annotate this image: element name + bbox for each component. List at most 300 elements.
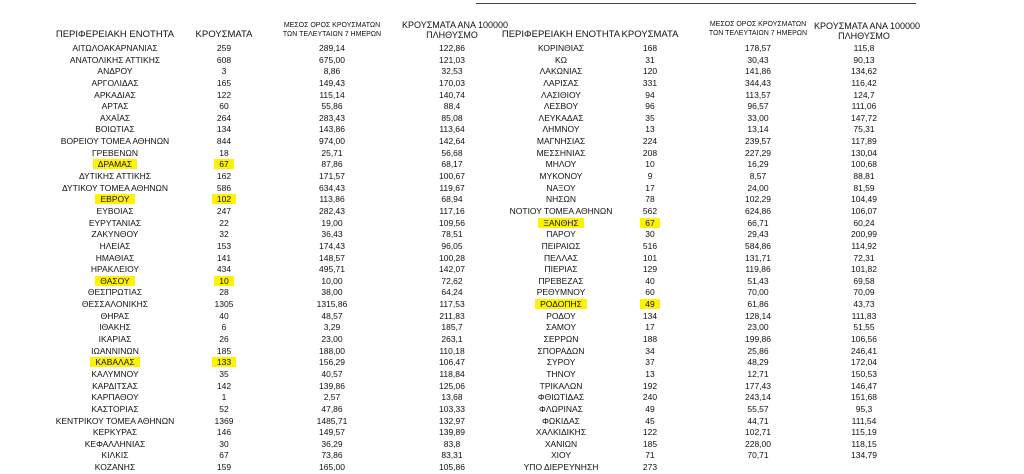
left-per100k-header-line2: ΠΛΗΘΥΣΜΟ <box>426 30 478 40</box>
right-region-name-cell-text: ΠΑΡΟΥ <box>546 229 576 240</box>
right-avg-7day-cell <box>700 229 816 241</box>
left-cases-cell-text: 165 <box>216 77 232 88</box>
right-cases-cell-text: 45 <box>645 415 655 426</box>
right-avg-7day-cell <box>700 299 816 311</box>
left-avg-7day-cell <box>270 276 394 288</box>
left-avg-7day-cell <box>270 369 394 381</box>
left-per100k-cell-text: 263,1 <box>441 334 463 345</box>
right-cases-cell-text: 188 <box>642 334 658 345</box>
left-cases-cell-text: 608 <box>216 54 232 65</box>
left-region-name-cell-text: ΔΡΑΜΑΣ <box>93 159 137 169</box>
left-avg-7day-cell <box>270 113 394 125</box>
right-per100k-cell-text: 106,56 <box>851 334 877 345</box>
right-avg-7day-cell <box>700 66 816 78</box>
right-region-name-cell-text: ΝΟΤΙΟΥ ΤΟΜΕΑ ΑΘΗΝΩΝ <box>509 205 613 216</box>
left-region-name-cell <box>40 462 190 474</box>
right-per100k-cell <box>814 357 914 369</box>
left-avg-7day-cell-text: 143,86 <box>319 124 345 135</box>
right-per100k-cell-text: 43,73 <box>853 299 875 310</box>
right-per100k-cell-text: 115,8 <box>853 43 875 53</box>
left-avg-7day-cell <box>270 439 394 451</box>
left-region-name-cell-text: ΒΟΙΩΤΙΑΣ <box>95 124 135 135</box>
right-per100k-cell-text: 117,89 <box>851 136 877 147</box>
left-cases-cell-text: 40 <box>219 310 229 321</box>
left-region-name-cell-text: ΕΥΡΥΤΑΝΙΑΣ <box>88 217 142 228</box>
right-avg-7day-cell <box>700 427 816 439</box>
right-cases-cell-text: 49 <box>645 403 655 414</box>
left-avg-header-line2: ΤΩΝ ΤΕΛΕΥΤΑΙΩΝ 7 ΗΜΕΡΩΝ <box>282 30 382 38</box>
left-per100k-cell-text: 100,67 <box>439 171 465 182</box>
right-cases-cell-text: 224 <box>642 136 658 147</box>
top-rule <box>476 3 916 4</box>
left-region-name-cell <box>40 381 190 393</box>
left-avg-7day-cell <box>270 124 394 136</box>
left-cases-cell-text: 159 <box>216 462 232 473</box>
left-per100k-cell-text: 142,64 <box>439 136 465 147</box>
right-avg-header-line2: ΤΩΝ ΤΕΛΕΥΤΑΙΩΝ 7 ΗΜΕΡΩΝ <box>708 29 808 37</box>
right-avg-7day-cell-text: 24,00 <box>747 182 769 193</box>
right-per100k-cell-text: 75,31 <box>853 124 875 135</box>
right-per100k-cell <box>814 194 914 206</box>
left-region-name-cell-text: ΙΩΑΝΝΙΝΩΝ <box>91 345 139 356</box>
left-cases-cell-text: 60 <box>219 101 229 112</box>
left-region-name-cell-text: ΚΕΦΑΛΛΗΝΙΑΣ <box>84 438 146 449</box>
right-cases-cell <box>610 264 690 276</box>
left-per100k-cell-text: 78,51 <box>441 229 463 240</box>
right-avg-7day-cell <box>700 101 816 113</box>
left-region-name-cell <box>40 206 190 218</box>
right-avg-7day-cell-text: 199,86 <box>745 334 771 345</box>
left-avg-7day-cell-text: 47,86 <box>321 403 343 414</box>
right-per100k-cell-text: 72,31 <box>853 252 875 263</box>
right-region-name-cell-text: ΞΑΝΘΗΣ <box>538 218 583 228</box>
left-avg-7day-cell <box>270 171 394 183</box>
left-cases-cell-text: 185 <box>216 345 232 356</box>
right-per100k-cell-text: 81,59 <box>853 182 875 193</box>
right-avg-7day-cell <box>700 55 816 67</box>
right-region-name-cell-text: ΤΗΝΟΥ <box>546 368 576 379</box>
left-cases-cell <box>190 392 258 404</box>
right-region-name-cell-text: ΣΑΜΟΥ <box>545 322 576 333</box>
right-avg-7day-cell-text: 119,86 <box>745 264 771 275</box>
left-cases-cell-text: 67 <box>219 450 229 461</box>
left-cases-cell <box>190 206 258 218</box>
right-cases-cell <box>610 55 690 67</box>
right-per100k-cell-text: 114,92 <box>851 240 877 251</box>
right-per100k-cell-text: 95,3 <box>855 403 873 414</box>
left-avg-7day-cell-text: 8,86 <box>323 66 341 77</box>
left-cases-cell <box>190 55 258 67</box>
right-region-name-cell-text: ΜΥΚΟΝΟΥ <box>539 171 583 182</box>
left-cases-cell <box>190 101 258 113</box>
left-cases-cell-text: 52 <box>219 403 229 414</box>
right-avg-7day-cell-text: 344,43 <box>745 77 771 88</box>
left-per100k-cell-text: 132,97 <box>439 415 465 426</box>
right-avg-7day-cell-text: 102,71 <box>745 427 771 438</box>
right-per100k-cell <box>814 381 914 393</box>
right-cases-cell <box>610 148 690 160</box>
left-cases-cell-text: 26 <box>219 334 229 345</box>
left-cases-cell <box>190 159 258 171</box>
left-per100k-cell-text: 32,53 <box>441 66 463 77</box>
left-per100k-cell-text: 110,18 <box>439 345 465 356</box>
left-per100k-cell-text: 83,8 <box>443 438 461 449</box>
right-region-name-cell-text: ΡΟΔΟΥ <box>546 310 576 321</box>
left-region-name-cell <box>40 241 190 253</box>
right-cases-cell <box>610 357 690 369</box>
right-cases-cell-text: 192 <box>642 380 658 391</box>
right-avg-7day-cell <box>700 159 816 171</box>
left-region-name-cell <box>40 43 190 55</box>
left-avg-header <box>270 22 394 39</box>
right-per100k-cell <box>814 229 914 241</box>
left-avg-7day-cell <box>270 136 394 148</box>
left-avg-7day-cell-text: 188,00 <box>319 345 345 356</box>
right-cases-cell-text: 273 <box>642 462 658 473</box>
left-region-name-cell <box>40 450 190 462</box>
right-cases-cell-text: 516 <box>642 240 658 251</box>
left-region-name-cell <box>40 299 190 311</box>
right-cases-cell-text: 67 <box>640 218 659 228</box>
left-cases-cell-text: 844 <box>216 136 232 147</box>
left-cases-cell <box>190 171 258 183</box>
left-cases-cell <box>190 427 258 439</box>
left-region-name-cell-text: ΚΕΡΚΥΡΑΣ <box>92 427 138 438</box>
left-region-name-cell <box>40 439 190 451</box>
right-cases-cell <box>610 253 690 265</box>
right-per100k-cell <box>814 113 914 125</box>
left-cases-cell-text: 1305 <box>214 299 234 310</box>
right-avg-7day-cell-text: 243,14 <box>745 392 771 403</box>
left-per100k-cell-text: 68,94 <box>441 194 463 205</box>
right-cases-cell-text: 17 <box>645 182 655 193</box>
left-avg-7day-cell <box>270 183 394 195</box>
left-per100k-cell-text: 117,53 <box>439 299 465 310</box>
left-avg-7day-cell <box>270 55 394 67</box>
left-cases-cell-text: 3 <box>221 66 227 77</box>
left-cases-cell <box>190 113 258 125</box>
left-avg-7day-cell-text: 25,71 <box>321 147 343 158</box>
right-avg-7day-cell-text: 44,71 <box>747 415 769 426</box>
left-cases-cell <box>190 357 258 369</box>
right-region-name-cell-text: ΣΥΡΟΥ <box>546 357 576 368</box>
left-cases-cell-text: 141 <box>216 252 232 263</box>
left-avg-7day-cell <box>270 299 394 311</box>
right-cases-cell <box>610 101 690 113</box>
right-per100k-column <box>814 43 914 474</box>
left-region-name-cell-text: ΚΕΝΤΡΙΚΟΥ ΤΟΜΕΑ ΑΘΗΝΩΝ <box>55 415 175 426</box>
right-per100k-cell-text: 151,68 <box>851 392 877 403</box>
left-region-name-cell <box>40 194 190 206</box>
right-cases-cell <box>610 381 690 393</box>
right-region-name-cell-text: ΦΘΙΩΤΙΔΑΣ <box>537 392 585 403</box>
left-avg-7day-cell-text: 2,57 <box>323 392 341 403</box>
right-per100k-cell-text: 70,09 <box>853 287 875 298</box>
left-avg-7day-cell-text: 38,00 <box>321 287 343 298</box>
right-per100k-cell-text: 246,41 <box>851 345 877 356</box>
left-region-name-cell-text: ΚΑΡΔΙΤΣΑΣ <box>92 380 138 391</box>
right-cases-header: ΚΡΟΥΣΜΑΤΑ <box>621 29 679 40</box>
right-avg-7day-cell <box>700 404 816 416</box>
right-cases-cell-text: 10 <box>645 159 655 170</box>
right-avg-7day-cell-text: 61,86 <box>747 299 769 310</box>
left-cases-cell <box>190 229 258 241</box>
right-avg-7day-cell <box>700 392 816 404</box>
right-per100k-cell <box>814 159 914 171</box>
left-avg-7day-cell <box>270 357 394 369</box>
left-cases-cell-text: 67 <box>214 159 233 169</box>
right-avg-7day-cell-text: 624,86 <box>745 205 771 216</box>
left-cases-cell <box>190 287 258 299</box>
left-cases-cell-text: 102 <box>212 194 236 204</box>
left-region-name-cell-text: ΑΝΑΤΟΛΙΚΗΣ ΑΤΤΙΚΗΣ <box>69 54 161 65</box>
left-avg-7day-cell <box>270 101 394 113</box>
right-region-name-cell-text: ΜΕΣΣΗΝΙΑΣ <box>536 147 586 158</box>
right-avg-7day-cell-text: 227,29 <box>745 147 771 158</box>
right-region-name-cell-text: ΛΗΜΝΟΥ <box>542 124 580 135</box>
left-avg-7day-cell <box>270 148 394 160</box>
right-avg-7day-cell <box>700 311 816 323</box>
right-cases-cell-text: 34 <box>645 345 655 356</box>
left-avg-column <box>270 43 394 474</box>
right-avg-7day-cell-text: 177,43 <box>745 380 771 391</box>
left-avg-7day-cell-text: 283,43 <box>319 112 345 123</box>
left-cases-cell-text: 10 <box>214 276 233 286</box>
left-avg-7day-cell <box>270 392 394 404</box>
left-cases-cell <box>190 194 258 206</box>
right-avg-column <box>700 43 816 474</box>
left-avg-7day-cell <box>270 450 394 462</box>
left-avg-7day-cell <box>270 462 394 474</box>
right-avg-7day-cell <box>700 148 816 160</box>
left-cases-cell <box>190 78 258 90</box>
left-cases-cell <box>190 462 258 474</box>
left-avg-7day-cell-text: 115,14 <box>319 89 345 100</box>
right-avg-7day-cell <box>700 334 816 346</box>
right-per100k-cell <box>814 299 914 311</box>
right-region-name-cell-text: ΠΕΛΛΑΣ <box>543 252 579 263</box>
right-avg-7day-cell-text: 25,86 <box>747 345 769 356</box>
right-per100k-cell-text: 147,72 <box>851 112 877 123</box>
left-avg-header-line1: ΜΕΣΟΣ ΟΡΟΣ ΚΡΟΥΣΜΑΤΩΝ <box>283 22 381 29</box>
left-avg-7day-cell <box>270 322 394 334</box>
right-avg-7day-cell <box>700 439 816 451</box>
right-avg-7day-cell-text: 70,71 <box>747 450 769 461</box>
left-region-name-cell <box>40 264 190 276</box>
right-avg-7day-cell <box>700 416 816 428</box>
right-per100k-cell <box>814 276 914 288</box>
right-avg-7day-cell <box>700 78 816 90</box>
left-region-name-cell <box>40 334 190 346</box>
left-region-name-cell-text: ΖΑΚΥΝΘΟΥ <box>91 229 139 240</box>
left-avg-7day-cell-text: 36,43 <box>321 229 343 240</box>
left-per100k-cell-text: 106,47 <box>439 357 465 368</box>
right-cases-cell <box>610 462 690 474</box>
right-per100k-cell-text: 118,15 <box>851 438 877 449</box>
right-cases-cell <box>610 218 690 230</box>
right-avg-7day-cell <box>700 206 816 218</box>
right-avg-7day-cell-text: 55,57 <box>747 403 769 414</box>
left-avg-7day-cell <box>270 253 394 265</box>
right-per100k-cell <box>814 183 914 195</box>
right-per100k-cell <box>814 427 914 439</box>
right-avg-7day-cell <box>700 43 816 55</box>
left-cases-cell-text: 32 <box>219 229 229 240</box>
right-per100k-cell-text: 90,13 <box>853 54 875 65</box>
right-cases-cell <box>610 450 690 462</box>
right-cases-cell-text: 562 <box>642 205 658 216</box>
left-per100k-cell-text: 170,03 <box>439 77 465 88</box>
right-per100k-cell <box>814 55 914 67</box>
right-per100k-cell-text: 111,83 <box>851 310 877 321</box>
right-cases-cell <box>610 334 690 346</box>
right-avg-7day-cell-text: 66,71 <box>747 217 769 228</box>
left-cases-cell-text: 6 <box>221 322 227 333</box>
left-avg-7day-cell <box>270 416 394 428</box>
left-per100k-cell-text: 139,89 <box>439 427 465 438</box>
right-cases-cell <box>610 171 690 183</box>
right-region-name-cell-text: ΜΑΓΝΗΣΙΑΣ <box>536 136 586 147</box>
left-per100k-cell-text: 122,86 <box>439 43 465 53</box>
left-avg-7day-cell-text: 289,14 <box>319 43 345 53</box>
left-cases-cell <box>190 43 258 55</box>
right-per100k-cell-text: 146,47 <box>851 380 877 391</box>
right-cases-cell-text: 122 <box>642 427 658 438</box>
right-avg-7day-cell <box>700 113 816 125</box>
left-region-name-cell-text: ΚΙΛΚΙΣ <box>101 450 129 461</box>
right-avg-7day-cell-text: 141,86 <box>745 66 771 77</box>
right-region-name-cell-text: ΧΑΛΚΙΔΙΚΗΣ <box>535 427 587 438</box>
left-per100k-cell-text: 100,28 <box>439 252 465 263</box>
left-cases-cell <box>190 183 258 195</box>
left-avg-7day-cell-text: 974,00 <box>319 136 345 147</box>
right-region-name-cell-text: ΚΩ <box>554 54 568 65</box>
right-cases-cell <box>610 78 690 90</box>
right-avg-7day-cell <box>700 357 816 369</box>
left-avg-7day-cell-text: 3,29 <box>323 322 341 333</box>
right-per100k-cell-text: 111,54 <box>851 415 877 426</box>
right-per100k-cell-text: 51,55 <box>853 322 875 333</box>
right-avg-7day-cell-text: 51,43 <box>747 275 769 286</box>
right-cases-cell-text: 9 <box>647 171 653 182</box>
right-avg-7day-cell <box>700 241 816 253</box>
right-cases-cell <box>610 206 690 218</box>
right-region-name-cell-text: ΡΕΘΥΜΝΟΥ <box>536 287 586 298</box>
left-avg-7day-cell-text: 48,57 <box>321 310 343 321</box>
left-cases-cell-text: 122 <box>216 89 232 100</box>
left-per100k-cell-text: 64,24 <box>441 287 463 298</box>
left-region-name-cell <box>40 369 190 381</box>
right-cases-cell-text: 60 <box>645 287 655 298</box>
right-cases-cell-text: 120 <box>642 66 658 77</box>
right-per100k-cell <box>814 241 914 253</box>
right-cases-cell-text: 96 <box>645 101 655 112</box>
left-avg-7day-cell <box>270 427 394 439</box>
left-per100k-cell-text: 113,64 <box>439 124 465 135</box>
right-per100k-cell-text: 106,07 <box>851 205 877 216</box>
left-cases-cell-text: 1369 <box>214 415 234 426</box>
left-cases-cell-text: 35 <box>219 368 229 379</box>
left-avg-7day-cell-text: 156,29 <box>319 357 345 368</box>
left-region-name-cell <box>40 159 190 171</box>
left-per100k-cell-text: 119,67 <box>439 182 465 193</box>
right-per100k-cell-text: 130,04 <box>851 147 877 158</box>
right-avg-7day-cell <box>700 90 816 102</box>
left-region-name-cell-text: ΔΥΤΙΚΗΣ ΑΤΤΙΚΗΣ <box>78 171 152 182</box>
left-cases-cell <box>190 450 258 462</box>
right-per100k-cell-text: 150,53 <box>851 368 877 379</box>
right-per100k-header <box>814 21 920 41</box>
left-cases-cell-text: 153 <box>216 240 232 251</box>
left-cases-cell-text: 30 <box>219 438 229 449</box>
left-region-name-cell <box>40 66 190 78</box>
right-avg-7day-cell-text: 584,86 <box>745 240 771 251</box>
left-per100k-cell-text: 140,74 <box>439 89 465 100</box>
right-per100k-cell <box>814 90 914 102</box>
left-avg-7day-cell-text: 495,71 <box>319 264 345 275</box>
right-cases-cell-text: 40 <box>645 275 655 286</box>
left-avg-7day-cell-text: 55,86 <box>321 101 343 112</box>
right-region-name-cell-text: ΧΑΝΙΩΝ <box>544 438 578 449</box>
left-avg-7day-cell <box>270 78 394 90</box>
left-region-name-cell <box>40 404 190 416</box>
right-per100k-cell <box>814 450 914 462</box>
left-cases-cell-text: 259 <box>216 43 232 53</box>
right-per100k-cell-text: 104,49 <box>851 194 877 205</box>
right-cases-cell-text: 49 <box>640 299 659 309</box>
left-region-name-cell <box>40 322 190 334</box>
left-region-name-cell-text: ΚΟΖΑΝΗΣ <box>94 462 136 473</box>
left-avg-7day-cell <box>270 381 394 393</box>
left-cases-cell <box>190 346 258 358</box>
right-avg-7day-cell-text: 8,57 <box>749 171 767 182</box>
right-region-name-cell-text: ΠΙΕΡΙΑΣ <box>544 264 578 275</box>
left-region-name-cell <box>40 101 190 113</box>
right-avg-7day-cell <box>700 124 816 136</box>
left-cases-cell <box>190 299 258 311</box>
left-region-name-cell-text: ΘΑΣΟΥ <box>95 276 134 286</box>
left-avg-7day-cell-text: 675,00 <box>319 54 345 65</box>
left-per100k-cell-text: 56,68 <box>441 147 463 158</box>
right-cases-cell-text: 35 <box>645 112 655 123</box>
right-region-name-cell-text: ΜΗΛΟΥ <box>545 159 577 170</box>
left-per100k-header-line1: ΚΡΟΥΣΜΑΤΑ ΑΝΑ 100000 <box>402 20 508 30</box>
right-region-name-cell-text: ΛΑΣΙΘΙΟΥ <box>541 89 581 100</box>
left-region-name-cell <box>40 229 190 241</box>
right-cases-cell-text: 185 <box>642 438 658 449</box>
right-cases-cell <box>610 276 690 288</box>
right-cases-cell <box>610 427 690 439</box>
right-per100k-cell <box>814 101 914 113</box>
right-per100k-cell <box>814 43 914 55</box>
left-avg-7day-cell-text: 139,86 <box>319 380 345 391</box>
right-per100k-header-line2: ΠΛΗΘΥΣΜΟ <box>838 31 890 41</box>
right-avg-7day-cell <box>700 369 816 381</box>
left-avg-7day-cell-text: 282,43 <box>319 205 345 216</box>
right-avg-7day-cell <box>700 194 816 206</box>
right-region-name-cell-text: ΛΑΚΩΝΙΑΣ <box>539 66 583 77</box>
left-per100k-cell-text: 85,08 <box>441 112 463 123</box>
left-region-name-cell <box>40 392 190 404</box>
left-cases-cell <box>190 148 258 160</box>
left-cases-cell <box>190 66 258 78</box>
right-avg-7day-cell <box>700 183 816 195</box>
left-region-name-cell-text: ΑΙΤΩΛΟΑΚΑΡΝΑΝΙΑΣ <box>72 43 158 53</box>
left-region-name-cell-text: ΚΑΛΥΜΝΟΥ <box>91 368 139 379</box>
left-avg-7day-cell-text: 634,43 <box>319 182 345 193</box>
left-per100k-cell-text: 96,05 <box>441 240 463 251</box>
left-per100k-cell-text: 105,86 <box>439 462 465 473</box>
